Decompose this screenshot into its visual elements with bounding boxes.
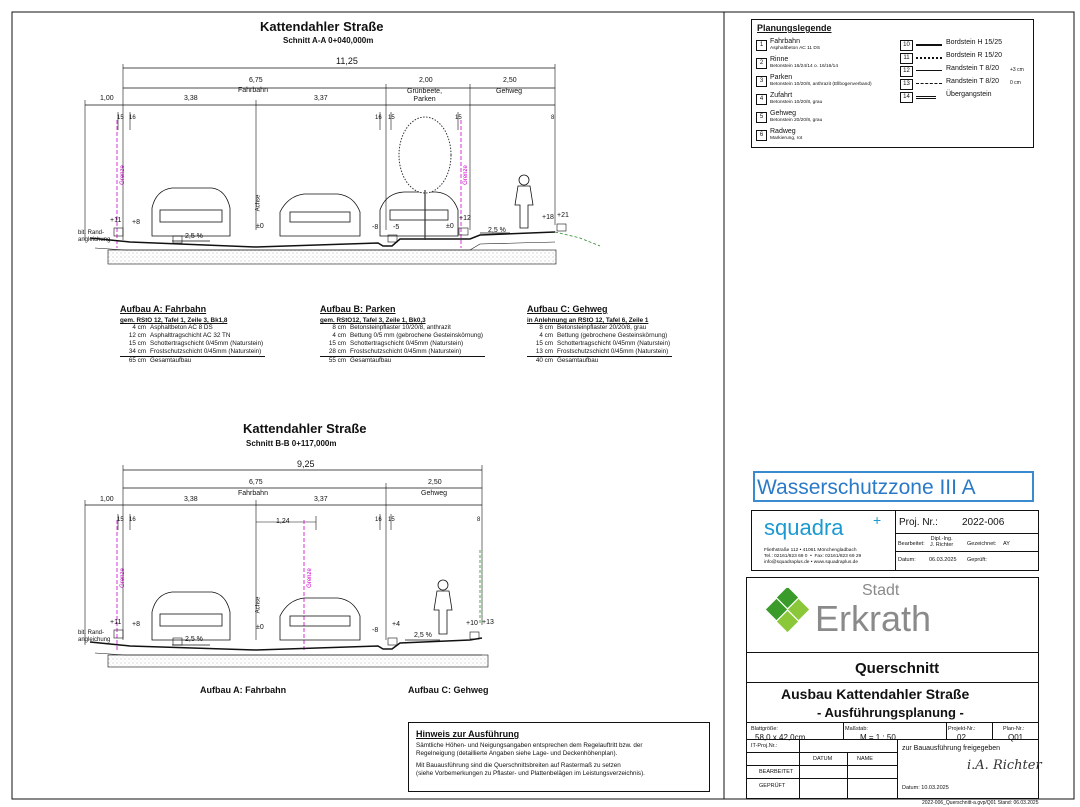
bb-label-c: Aufbau C: Gehweg xyxy=(408,685,489,695)
blattgroesse-label: Blattgröße: xyxy=(751,726,778,732)
section-bb-subtitle: Schnitt B-B 0+117,000m xyxy=(246,439,337,448)
wsz-label: Wasserschutzzone III A xyxy=(757,476,976,499)
layer-material: Asphalttragschicht AC 32 TN xyxy=(150,332,231,339)
layer-thickness: 15 cm xyxy=(128,340,146,347)
divider xyxy=(747,752,897,753)
layer-thickness: 12 cm xyxy=(128,332,146,339)
aa-dim-fahrbahn: 6,75 xyxy=(249,77,263,84)
aa-zone-fahrbahn: Fahrbahn xyxy=(238,87,268,94)
aa-grenze-right: Grenze xyxy=(462,165,469,185)
legend-number: 6 xyxy=(756,130,767,141)
aa-h3: ±0 xyxy=(256,223,264,230)
freigabe-datum: Datum: 10.03.2025 xyxy=(902,785,949,791)
legend-item-name: Fahrbahn xyxy=(770,38,800,45)
legend-item-name: Randstein T 8/20 xyxy=(946,78,1000,85)
aufbau-c-ref: in Anlehnung an RStO 12, Tafel 6, Zeile 1 xyxy=(527,317,649,324)
layer-thickness: 28 cm xyxy=(328,348,346,355)
layer-row xyxy=(120,340,265,348)
layer-material: Bettung 0/5 mm (gebrochene Gesteinskörnung) xyxy=(350,332,484,339)
aa-slope1: 2,5 % xyxy=(185,233,203,240)
datum-label: Datum: xyxy=(898,557,916,563)
aa-dim-gruen: 2,00 xyxy=(419,77,433,84)
total-thickness: 65 cm xyxy=(128,357,146,364)
legend-box xyxy=(751,19,1034,148)
divider xyxy=(895,551,1038,552)
wsz-box xyxy=(753,471,1034,502)
legend-line-sample xyxy=(916,57,942,59)
legend-number: 14 xyxy=(900,92,913,103)
datum-col: DATUM xyxy=(813,756,833,762)
aa-slope2: 2,5 % xyxy=(488,227,506,234)
bb-tick-3: 16 xyxy=(375,517,382,523)
divider xyxy=(847,752,848,798)
city-name: Erkrath xyxy=(815,598,932,639)
projekt-value: 02 xyxy=(957,733,966,742)
project-title: Ausbau Kattendahler Straße xyxy=(781,686,970,702)
layer-total-row xyxy=(527,357,672,366)
bb-dim-total: 9,25 xyxy=(297,459,315,469)
layer-total-row xyxy=(120,357,265,366)
bearbeitet-row: BEARBEITET xyxy=(759,769,794,775)
bb-h3: ±0 xyxy=(256,624,264,631)
layer-thickness: 15 cm xyxy=(535,340,553,347)
layer-row xyxy=(527,348,672,357)
aufbau-a-table xyxy=(120,324,265,365)
legend-item-extra: 0 cm xyxy=(1010,80,1021,86)
bb-h6: +10 xyxy=(466,620,478,627)
bb-grenze-mid: Grenze xyxy=(306,568,313,588)
aa-h6: ±0 xyxy=(446,223,454,230)
layer-row xyxy=(320,348,485,357)
aa-h2: +8 xyxy=(132,219,140,226)
aa-h1: +11 xyxy=(110,217,122,224)
freigabe-label: zur Bauausführung freigegeben xyxy=(902,745,1001,752)
project-phase: - Ausführungsplanung - xyxy=(817,705,964,720)
legend-item-desc: Betonstein 10/20/8, anthrazit (Ellbogenverband) xyxy=(770,82,872,87)
aa-h4: -8 xyxy=(372,224,379,231)
divider xyxy=(747,765,897,766)
it-proj-label: IT-Proj.Nr.: xyxy=(751,743,778,749)
total-thickness: 55 cm xyxy=(328,357,346,364)
blattgroesse-value: 58,0 x 42,0cm xyxy=(755,733,806,742)
aa-dim-gehweg: 2,50 xyxy=(503,77,517,84)
divider xyxy=(895,533,1038,534)
layer-thickness: 34 cm xyxy=(128,348,146,355)
legend-item-desc: Asphaltbeton AC 11 DS xyxy=(770,46,821,51)
gezeichnet-label: Gezeichnet: xyxy=(967,541,997,547)
total-label: Gesamtaufbau xyxy=(150,357,192,364)
bb-dim-rand: 1,00 xyxy=(100,496,114,503)
layer-material: Betonsteinpflaster 20/20/8, grau xyxy=(557,324,647,331)
layer-row xyxy=(527,340,672,348)
massstab-label: Maßstab: xyxy=(845,726,868,732)
bb-h2: +8 xyxy=(132,621,140,628)
legend-number: 10 xyxy=(900,40,913,51)
layer-thickness: 4 cm xyxy=(539,332,553,339)
layer-material: Schottertragschicht 0/45mm (Naturstein) xyxy=(150,340,264,347)
legend-item-name: Bordstein H 15/25 xyxy=(946,39,1003,46)
proj-nr-value: 2022-006 xyxy=(962,517,1005,528)
bb-tick-2: 16 xyxy=(129,517,136,523)
aa-dim-lane1: 3,38 xyxy=(184,95,198,102)
legend-item-name: Parken xyxy=(770,74,793,81)
section-aa-title: Kattendahler Straße xyxy=(260,19,384,34)
signature: i.A. Richter xyxy=(967,758,1042,773)
stadt-label: Stadt xyxy=(862,582,900,599)
layer-material: Bettung (gebrochene Gesteinskörnung) xyxy=(557,332,668,339)
legend-item-desc: Markierung, rot xyxy=(770,136,803,141)
aufbau-b-ref: gem. RStO12, Tafel 3, Zeile 1, Bk0,3 xyxy=(320,317,426,324)
layer-row xyxy=(120,348,265,357)
aa-h8: +18 xyxy=(542,214,554,221)
aa-dim-rand: 1,00 xyxy=(100,95,114,102)
layer-material: Asphaltbeton AC 8 DS xyxy=(150,324,213,331)
legend-number: 3 xyxy=(756,76,767,87)
plan-value: Q01 xyxy=(1008,733,1024,742)
aufbau-a xyxy=(120,304,265,365)
squadra-logo: squadra xyxy=(764,515,844,540)
legend-number: 13 xyxy=(900,79,913,90)
legend-line-sample xyxy=(916,70,942,71)
hinweis-title: Hinweis zur Ausführung xyxy=(416,729,520,739)
aa-tick-6: 8 xyxy=(551,115,555,121)
geprueft-label: Geprüft: xyxy=(967,557,987,563)
geprueft-row: GEPRÜFT xyxy=(759,783,786,789)
bb-slope1: 2,5 % xyxy=(185,636,203,643)
datum-value: 06.03.2025 xyxy=(929,557,957,563)
legend-item-desc: Betonstein 16/24/14 o. 16/16/14 xyxy=(770,64,839,69)
bearbeitet-value: Dipl.-Ing. J. Richter xyxy=(930,536,954,548)
aufbau-b xyxy=(320,304,485,365)
bb-achse: Achse xyxy=(255,596,262,614)
aufbau-c xyxy=(527,304,672,365)
aufbau-a-title: Aufbau A: Fahrbahn xyxy=(120,304,207,314)
aa-tick-5: 15 xyxy=(455,115,462,121)
bb-tick-5: 8 xyxy=(477,517,481,523)
aufbau-a-ref: gem. RStO 12, Tafel 1, Zeile 3, Bk1,8 xyxy=(120,317,228,324)
company-address: Fliethstraße 112 • 41061 Mönchengladbach Tel.: 02161/823 69 0 • Fax: 02161/823 69 29 info@squadraplus.de • www.squadraplus.de xyxy=(764,548,862,565)
layer-material: Schottertragschicht 0/45mm (Naturstein) xyxy=(350,340,464,347)
layer-material: Frostschutzschicht 0/45mm (Naturstein) xyxy=(350,348,462,355)
legend-item-name: Randstein T 8/20 xyxy=(946,65,1000,72)
legend-item-name: Zufahrt xyxy=(770,92,793,99)
divider xyxy=(992,722,993,739)
legend-item-name: Radweg xyxy=(770,128,796,135)
hinweis-p1: Sämtliche Höhen- und Neigungsangaben entsprechen dem Regelauftritt bzw. der Regelneigung (detaillierte Angaben siehe Lage- und Deckenhöhenplan). xyxy=(416,742,643,757)
layer-thickness: 4 cm xyxy=(332,332,346,339)
section-aa-drawing xyxy=(0,0,724,300)
aa-zone-gehweg: Gehweg xyxy=(496,88,523,95)
divider xyxy=(897,739,898,798)
layer-row xyxy=(527,332,672,340)
layer-row xyxy=(320,340,485,348)
bb-h5: +4 xyxy=(392,621,400,628)
erkrath-logo-icon xyxy=(765,588,811,640)
legend-number: 1 xyxy=(756,40,767,51)
bb-rand-label: bit. Rand- angleichung xyxy=(78,630,111,643)
gezeichnet-value: AY xyxy=(1003,541,1010,547)
aa-h5: -5 xyxy=(393,224,400,231)
bb-grenze-left: Grenze xyxy=(119,568,126,588)
divider xyxy=(843,722,844,739)
hinweis-p2: Mit Bauausführung sind die Querschnittsbreiten auf Rastermaß zu setzen (siehe Vorbemerkungen zu Pflaster- und Plattenbelägen im Leistungsverzeichnis). xyxy=(416,762,645,777)
divider xyxy=(747,739,1038,740)
aa-rand-label: bit. Rand- angleichung xyxy=(78,230,111,243)
legend-item-name: Rinne xyxy=(770,56,789,63)
legend-line-sample xyxy=(916,96,936,99)
divider xyxy=(747,682,1038,683)
legend-item-extra: +3 cm xyxy=(1010,67,1024,73)
aa-grenze-left: Grenze xyxy=(119,165,126,185)
aufbau-b-table xyxy=(320,324,485,365)
layer-row xyxy=(527,324,672,332)
bb-dim-lane2: 3,37 xyxy=(314,496,328,503)
company-logo-area xyxy=(752,511,896,570)
bb-tick-1: 15 xyxy=(117,517,124,523)
bb-h7: +13 xyxy=(482,619,494,626)
aa-tick-2: 16 xyxy=(129,115,136,121)
layer-thickness: 4 cm xyxy=(132,324,146,331)
proj-nr-label: Proj. Nr.: xyxy=(899,517,938,528)
legend-number: 2 xyxy=(756,58,767,69)
layer-row xyxy=(120,324,265,332)
aa-tick-1: 15 xyxy=(117,115,124,121)
company-block xyxy=(751,510,1039,571)
bb-dim-fahrbahn: 6,75 xyxy=(249,479,263,486)
file-footer: 2022-006_Querschnitt-a.gvp/Q01 Stand: 06.03.2025 xyxy=(922,800,1039,806)
divider xyxy=(747,652,1038,653)
bb-slope2: 2,5 % xyxy=(414,632,432,639)
total-thickness: 40 cm xyxy=(535,357,553,364)
layer-material: Betonsteinpflaster 10/20/8, anthrazit xyxy=(350,324,451,331)
divider xyxy=(747,778,897,779)
bb-h4: -8 xyxy=(372,627,379,634)
layer-total-row xyxy=(320,357,485,366)
divider xyxy=(747,722,1038,723)
title-block xyxy=(746,577,1042,799)
bb-h1: +11 xyxy=(110,619,122,626)
legend-number: 4 xyxy=(756,94,767,105)
layer-thickness: 8 cm xyxy=(332,324,346,331)
layer-thickness: 13 cm xyxy=(535,348,553,355)
divider xyxy=(946,722,947,739)
plan-label: Plan-Nr.: xyxy=(1003,726,1025,732)
layer-material: Frostschutzschicht 0/45mm (Naturstein) xyxy=(150,348,262,355)
legend-number: 12 xyxy=(900,66,913,77)
massstab-value: M = 1 : 50 xyxy=(860,733,896,742)
bb-dim-gehweg: 2,50 xyxy=(428,479,442,486)
aufbau-b-title: Aufbau B: Parken xyxy=(320,304,396,314)
legend-item-desc: Betonstein 20/20/8, grau xyxy=(770,118,823,123)
aufbau-c-title: Aufbau C: Gehweg xyxy=(527,304,608,314)
legend-item-name: Bordstein R 15/20 xyxy=(946,52,1003,59)
bb-zone-gehweg: Gehweg xyxy=(421,490,448,497)
bb-zone-fahrbahn: Fahrbahn xyxy=(238,490,268,497)
section-aa-subtitle: Schnitt A-A 0+040,000m xyxy=(283,36,374,45)
aa-tick-4: 15 xyxy=(388,115,395,121)
legend-number: 5 xyxy=(756,112,767,123)
section-bb-drawing xyxy=(0,450,724,690)
name-col: NAME xyxy=(857,756,873,762)
total-label: Gesamtaufbau xyxy=(350,357,392,364)
aa-dim-lane2: 3,37 xyxy=(314,95,328,102)
projekt-label: Projekt-Nr.: xyxy=(948,726,976,732)
total-label: Gesamtaufbau xyxy=(557,357,599,364)
aa-h9: +21 xyxy=(557,212,569,219)
section-bb-title: Kattendahler Straße xyxy=(243,421,367,436)
layer-material: Frostschutzschicht 0/45mm (Naturstein) xyxy=(557,348,669,355)
legend-line-sample xyxy=(916,44,942,46)
hinweis-box xyxy=(408,722,710,792)
legend-item-name: Gehweg xyxy=(770,110,797,117)
layer-thickness: 15 cm xyxy=(328,340,346,347)
bb-dim-lane1: 3,38 xyxy=(184,496,198,503)
squadra-plus-icon: + xyxy=(873,512,882,528)
layer-thickness: 8 cm xyxy=(539,324,553,331)
layer-row xyxy=(320,324,485,332)
aa-tick-3: 16 xyxy=(375,115,382,121)
bb-label-a: Aufbau A: Fahrbahn xyxy=(200,685,287,695)
bearbeitet-label: Bearbeitet: xyxy=(898,541,925,547)
bb-dim-grenze: 1,24 xyxy=(276,518,290,525)
legend-item-name: Übergangstein xyxy=(946,91,992,98)
aufbau-c-table xyxy=(527,324,672,365)
legend-item-desc: Betonstein 10/20/8, grau xyxy=(770,100,823,105)
bb-tick-4: 15 xyxy=(388,517,395,523)
aa-zone-gruen: Grünbeete, Parken xyxy=(407,88,443,103)
layer-material: Schottertragschicht 0/45mm (Naturstein) xyxy=(557,340,671,347)
layer-row xyxy=(320,332,485,340)
legend-title: Planungslegende xyxy=(757,23,832,33)
aa-achse: Achse xyxy=(255,194,262,212)
legend-number: 11 xyxy=(900,53,913,64)
divider xyxy=(799,739,800,798)
plan-title: Querschnitt xyxy=(855,660,940,677)
layer-row xyxy=(120,332,265,340)
aa-dim-total: 11,25 xyxy=(336,56,358,66)
legend-line-sample xyxy=(916,83,942,84)
aa-h7: +12 xyxy=(459,215,471,222)
